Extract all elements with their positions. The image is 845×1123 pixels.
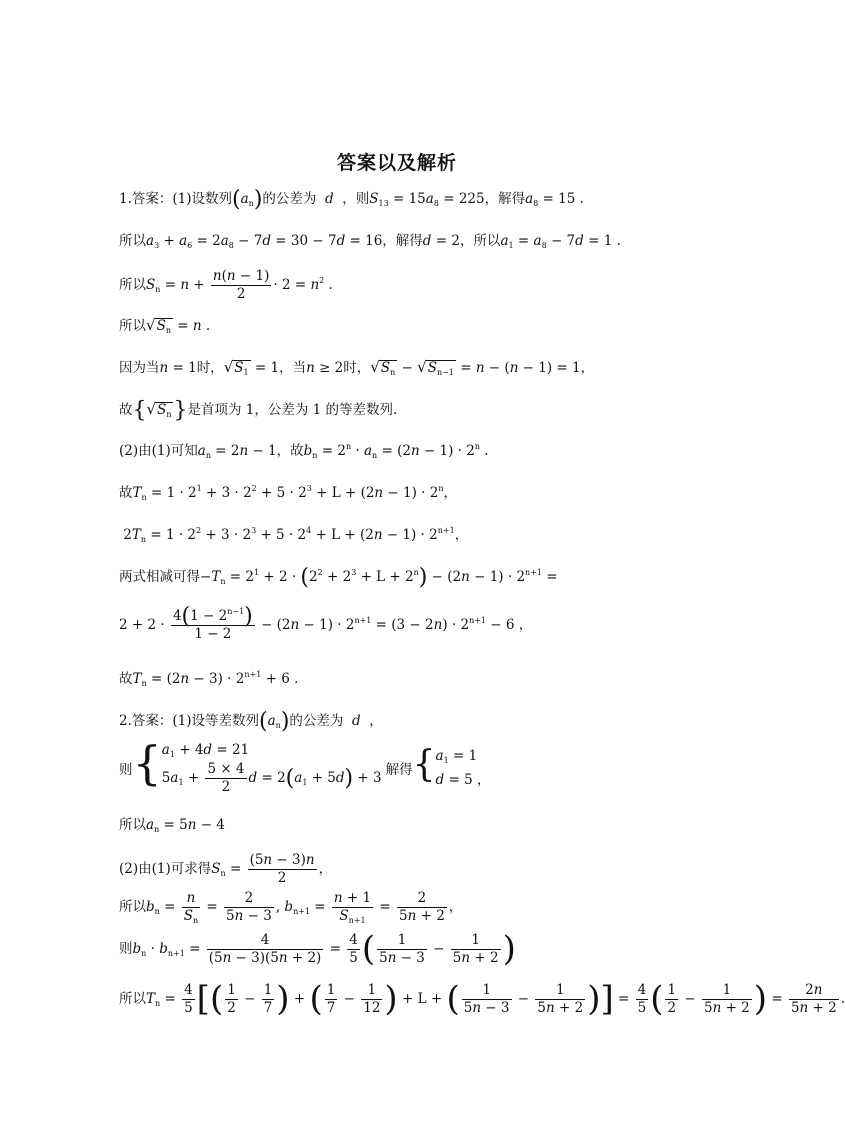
q1-text: 所以 xyxy=(119,277,146,293)
q1-line-12: 故$T_n = (2n - 3) \cdot 2^{n+1} + 6$ . xyxy=(119,670,299,688)
q2-text: (1)设等差数列 xyxy=(172,713,260,729)
q2-text: 的公差为 xyxy=(289,713,344,729)
q2-system: 则 { $a_1 + 4d = 21$ $5a_1$ + $\frac{5 \times 4}{2}$ $d = 2(a_1 + 5d) + 3$ 解得 { $a_1 = 1$ d = 5 ， xyxy=(119,736,491,795)
q2-line-3: 所以$a_n = 5n - 4$ xyxy=(119,817,225,834)
q1-line-2: 所以$a_3 + a_6 = 2a_8 - 7d = 30 - 7d = 16$，解得d = 2，所以$a_1 = a_8 - 7d = 1$ . xyxy=(119,233,621,250)
q1-text: 故 xyxy=(119,402,133,418)
q1-text: 所以 xyxy=(119,233,146,249)
q1-text: ，解得 xyxy=(484,191,526,207)
q1-line-3: 所以$S_n = n$ + $\frac{n(n - 1)}{2}$ · $2 = n^2$ . xyxy=(119,268,333,302)
q2-text: (2)由(1)可求得 xyxy=(119,861,212,877)
q1-text: 时， xyxy=(196,360,224,376)
q2-text: 解得 xyxy=(385,762,413,778)
q1-text: ，则 xyxy=(342,191,370,207)
q1-text: ，当 xyxy=(279,360,307,376)
q1-text: (1)设数列 xyxy=(172,191,233,207)
q1-text: ，故 xyxy=(276,443,304,459)
q2-text: 所以 xyxy=(119,991,146,1007)
q2-line-6: 则$b_n \cdot b_{n+1}$ = $\frac{4}{(5n - 3)(5n + 2)}$ = $\frac{4}{5}$ ( $\frac{1}{5n - 3}$ − $\frac{1}{5n + 2}$ ) xyxy=(119,929,516,969)
q2-text: 则 xyxy=(119,941,133,957)
q1-text: 两式相减可得 xyxy=(119,569,200,585)
q2-line-1: 2.答案：(1)设等差数列$(a_n)$的公差为 d ， xyxy=(119,709,383,734)
q2-text: 所以 xyxy=(119,899,146,915)
q2-line-5: 所以$b_n$ = $\frac{n}{S_n}$ = $\frac{2}{5n - 3}$ , $b_{n+1}$ = $\frac{n + 1}{S_{n+1}}$ = $\frac{2}{5n + 2}$ ， xyxy=(119,890,463,925)
q2-text: 所以 xyxy=(119,817,146,833)
q1-text: 故 xyxy=(119,671,133,687)
q2-label: 2.答案： xyxy=(119,713,173,729)
q2-text: 则 xyxy=(119,762,133,778)
q1-text: 所以 xyxy=(473,233,501,249)
q1-text: 所以 xyxy=(119,318,146,334)
q1-label: 1.答案： xyxy=(119,191,173,207)
q1-line-6: 故$\{√S_n\}$是首项为 1，公差为 1 的等差数列. xyxy=(119,398,398,423)
q1-text: 故 xyxy=(119,485,133,501)
q1-text: 是首项为 1，公差为 1 的等差数列. xyxy=(187,402,398,418)
q1-text: 因为当 xyxy=(119,360,160,376)
q1-line-10: 两式相减可得$-T_n = 2^1 + 2 \cdot (2^2 + 2^3 + L + 2^n) - (2n - 1) \cdot 2^{n+1}$ = xyxy=(119,565,558,590)
q2-line-4: (2)由(1)可求得$S_n$ = $\frac{(5n - 3)n}{2}$ ， xyxy=(119,852,333,886)
q1-line-7: (2)由(1)可知$a_n = 2n - 1$，故$b_n = 2^n \cdot a_n = (2n - 1) \cdot 2^n$ . xyxy=(119,442,489,460)
q1-line-8: 故$T_n = 1 \cdot 2^1 + 3 \cdot 2^2 + 5 \cdot 2^3 + L + (2n - 1) \cdot 2^n$， xyxy=(119,484,457,502)
q2-line-7: 所以$T_n$ = $\frac{4}{5}$ [( $\frac{1}{2}$ − $\frac{1}{7}$ ) + ( $\frac{1}{7}$ − $\frac{1}{12}$ ) + L + ( $\frac{1}{5n - 3}$ − $\frac{1}{5n + 2}$ )] = $\frac{4}{5}$ ( $\frac{1}{2}$ − $\frac{1}{5n + 2}$ ) = $\frac{2n}{5n + 2}$ . xyxy=(119,979,845,1019)
q1-line-9: $2T_n = 1 \cdot 2^2 + 3 \cdot 2^3 + 5 \cdot 2^4 + L + (2n - 1) \cdot 2^{n+1}$， xyxy=(119,526,469,544)
q1-text: 的公差为 xyxy=(262,191,317,207)
q1-text: ，解得 xyxy=(382,233,423,249)
page-title: 答案以及解析 xyxy=(336,152,457,174)
q1-line-5: 因为当n = 1时，$√S_1 = 1$，当n ≥ 2时，$√S_n - √S_{n-1} = n - (n - 1) = 1$， xyxy=(119,358,595,377)
q1-text: (2)由(1)可知 xyxy=(119,443,198,459)
q1-line-11: 2 + 2 · $\frac{4(1 - 2^{n-1})}{1 - 2}$ − $(2n - 1) \cdot 2^{n+1} = (3 - 2n) \cdot 2^{n+1} - 6$ ， xyxy=(119,604,533,642)
q1-text: 时， xyxy=(343,360,371,376)
q1-line-1: 1.答案：(1)设数列$(a_n)$的公差为 d ，则$S_{13} = 15a_8 = 225$，解得$a_8 = 15$ . xyxy=(119,187,584,212)
q1-line-4: 所以$√S_n = n$ . xyxy=(119,316,211,335)
